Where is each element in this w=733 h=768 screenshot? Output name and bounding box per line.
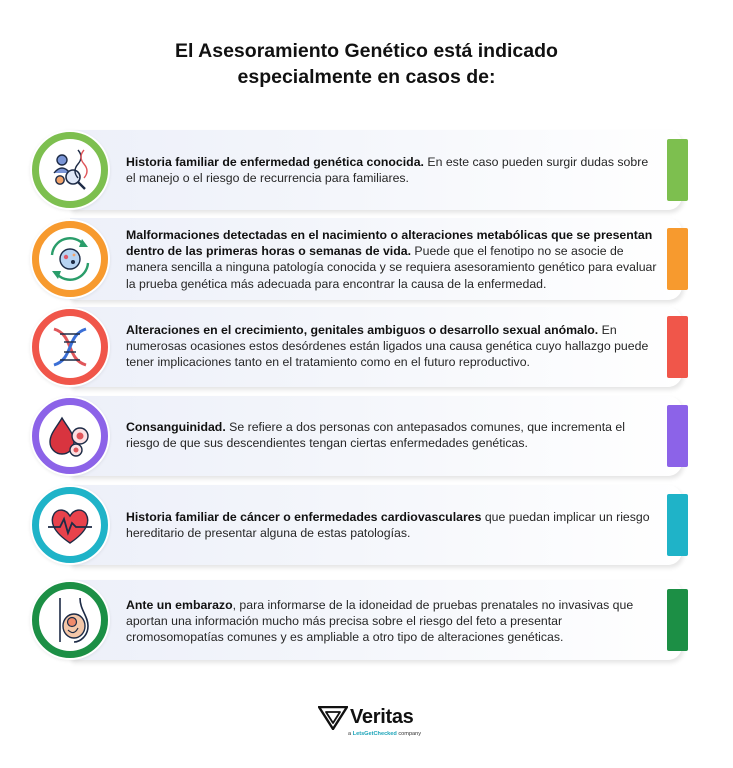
icon-circle <box>30 396 110 476</box>
case-detail: que puedan implicar un riesgo hereditario de presentar alguna de estas patologías. <box>126 510 650 541</box>
color-tab <box>667 589 688 651</box>
case-item-family-history <box>30 130 700 210</box>
dna-helix-icon <box>30 307 110 387</box>
metabolism-cycle-icon <box>30 219 110 299</box>
case-title: Historia familiar de enfermedad genética conocida. <box>126 155 424 169</box>
icon-circle <box>30 580 110 660</box>
case-description <box>126 322 658 371</box>
icon-circle <box>30 485 110 565</box>
title-line-1: El Asesoramiento Genético está indicado <box>175 40 558 62</box>
icon-circle <box>30 307 110 387</box>
color-tab <box>667 405 688 467</box>
family-genetics-icon <box>30 130 110 210</box>
case-title: Alteraciones en el crecimiento, genitales ambiguos o desarrollo sexual anómalo. <box>126 323 599 337</box>
logo-sub-suffix: company <box>396 731 422 737</box>
icon-circle <box>30 219 110 299</box>
color-tab <box>667 316 688 378</box>
case-description <box>126 227 658 292</box>
case-description <box>126 419 658 451</box>
case-description <box>126 509 658 541</box>
case-title: Ante un embarazo <box>126 598 233 612</box>
case-item-consanguinity <box>30 396 700 476</box>
blood-drop-icon <box>30 396 110 476</box>
color-tab <box>667 228 688 290</box>
logo-sub-brand: LetsGetChecked <box>352 731 397 737</box>
case-detail: En este caso pueden surgir dudas sobre el manejo o el riesgo de recurrencia para familiares. <box>126 155 649 186</box>
case-item-pregnancy <box>30 580 700 660</box>
case-title: Malformaciones detectadas en el nacimiento o alteraciones metabólicas que se presentan dentro de las primeras horas o semanas de vida. <box>126 228 653 259</box>
case-item-growth-alterations <box>30 307 700 387</box>
color-tab <box>667 139 688 201</box>
case-detail: Puede que el fenotipo no se asocie de manera sencilla a ninguna patología conocida y se requiera asesoramiento genético para evaluar la prueba genética más adecuada para encontrar la causa de la enfermedad. <box>126 244 657 291</box>
case-detail: , para informarse de la idoneidad de pruebas prenatales no invasivas que aportan una información mucho más precisa sobre el riesgo del feto a presentar cromosomopatías comunes y es ampliable a otro tipo de alteraciones genéticas. <box>126 598 634 645</box>
case-item-cancer-cardio <box>30 485 700 565</box>
case-description <box>126 597 658 646</box>
logo-name: Veritas <box>350 706 414 728</box>
logo-sub-prefix: a <box>348 731 353 737</box>
color-tab <box>667 494 688 556</box>
pregnancy-icon <box>30 580 110 660</box>
veritas-logo-icon <box>318 706 348 730</box>
case-detail: En numerosas ocasiones estos desórdenes están ligados una causa genética cuyo hallazgo puede tener implicaciones tanto en el tratamiento como en el futuro reproductivo. <box>126 323 649 370</box>
logo-subtitle <box>348 731 421 737</box>
title-line-2: especialmente en casos de: <box>237 66 496 88</box>
veritas-logo <box>316 706 426 746</box>
page-title <box>0 38 733 90</box>
case-item-malformations <box>30 218 700 300</box>
case-title: Consanguinidad. <box>126 420 226 434</box>
case-description <box>126 154 658 186</box>
icon-circle <box>30 130 110 210</box>
heart-pulse-icon <box>30 485 110 565</box>
case-detail: Se refiere a dos personas con antepasados comunes, que incrementa el riesgo de que sus descendientes tengan ciertas enfermedades genéticas. <box>126 420 625 451</box>
case-title: Historia familiar de cáncer o enfermedades cardiovasculares <box>126 510 482 524</box>
